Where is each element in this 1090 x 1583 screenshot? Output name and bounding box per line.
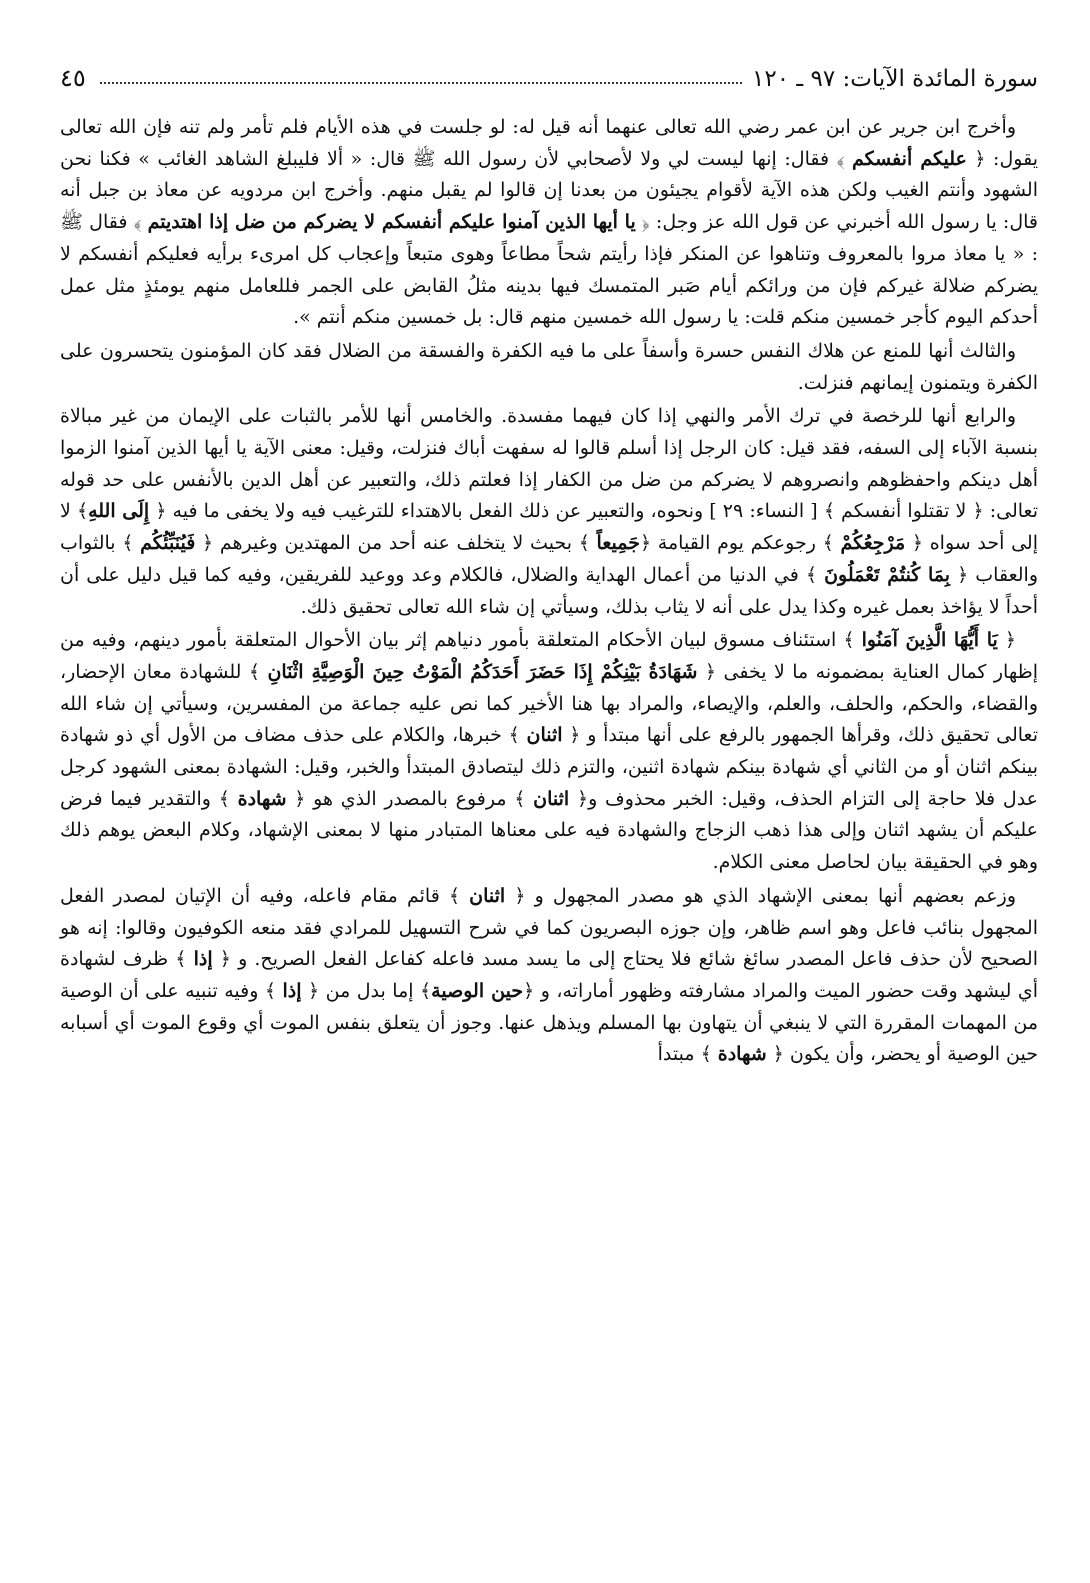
quran-quote: جَمِيعاً <box>596 532 640 555</box>
text-run: ﴾ فقال ﷺ : « يا معاذ مروا بالمعروف وتناهوا عن المنكر فإذا رأيتم شحاً مطاعاً وهوى متبعاً وإعجاب كل امرىء برأيه فعليكم أنفسكم لا يضركم ضلالة غيركم فإن من ورائكم أيام صَبر المتمسك فيها بدينه مثلُ القابض على الجمر فللعامل منهم يومئذٍ مثل عمل أحدكم اليوم كأجر خمسين منكم قلت: يا رسول الله خمسين منهم قال: بل خمسين منكم أنتم ». <box>60 211 1038 329</box>
text-run: ﴾ ظرف لشهادة أي ليشهد وقت حضور الميت والمراد مشارفته وظهور أماراته، و ﴿ <box>60 948 1039 1002</box>
text-run: ﴾ رجوعكم يوم القيامة ﴿ <box>639 532 841 555</box>
paragraph <box>60 625 1038 879</box>
quran-quote: إِلَى اللهِ <box>88 500 150 523</box>
text-run: ﴾ مبتدأ <box>657 1043 718 1066</box>
page-number: ٤٥ <box>60 64 86 92</box>
text-run: ﴾ للشهادة معان الإحضار، والقضاء، والحكم، والحلف، والعلم، والإيصاء، والمراد بها هنا الأخير كما نص عليه جماعة من المفسرين، وسيأتي إن شاء الله تعالى تحقيق ذلك، وقرأها الجمهور بالرفع على أنها مبتدأ و ﴿ <box>60 660 1038 747</box>
quran-quote: شهادة <box>717 1043 767 1066</box>
text-run: ﴾ فقال: إنها ليست لي ولا لأصحابي لأن رسول الله ﷺ قال: « ألا فليبلغ الشاهد الغائب » فكنا نحن الشهود وأنتم الغيب ولكن هذه الآية لأقوام يجيئون من بعدنا إن قالوا لم يقبل منهم. وأخرج ابن مردويه عن معاذ بن جبل أنه قال: يا رسول الله أخبرني عن قول الله عز وجل: ﴿ <box>60 147 1039 234</box>
quran-quote: يَا أَيُّهَا الَّذِينَ آمَنُوا <box>861 629 998 652</box>
text-run: ﴾ بحيث لا يتخلف عنه أحد من المهتدين وغيرهم ﴿ <box>195 532 597 555</box>
text-run: ﴾ خبرها، والكلام على حذف مضاف من الأول أي ذو شهادة بينكم اثنان أو من الثاني أي شهادة بينكم شهادة اثنين، والتزم ذلك ليتصادق المبتدأ والخبر، وقيل: الشهادة بمعنى الشهود كرجل عدل فلا حاجة إلى التزام الحذف، وقيل: الخبر محذوف و﴿ <box>60 724 1039 810</box>
quran-quote: اثنان <box>469 884 506 907</box>
text-run: وأخرج ابن جرير عن ابن عمر رضي الله تعالى عنهما أنه قيل له: لو جلست في هذه الأيام فلم تأمر ولم تنه فإن الله تعالى يقول: ﴿ <box>60 116 1038 170</box>
quran-quote: عليكم أنفسكم <box>851 147 967 170</box>
text-run: ﴾ استئناف مسوق لبيان الأحكام المتعلقة بأمور دنياهم إثر بيان الأحوال المتعلقة بأمور دينهم، وفيه من إظهار كمال العناية بمضمونه ما لا يخفى ﴿ <box>60 629 1038 683</box>
surah-title: سورة المائدة الآيات: ٩٧ ـ ١٢٠ <box>752 66 1038 92</box>
quran-quote: اثنان <box>533 787 570 810</box>
text-run: ﴾ وفيه تنبيه على أن الوصية من المهمات المقررة التي لا ينبغي أن يتهاون بها المسلم ويذهل عنها. وجوز أن يتعلق بنفس الموت أي وقوع الموت أي أسبابه حين الوصية أو يحضر، وأن يكون ﴿ <box>60 979 1038 1066</box>
quran-quote: شهادة <box>237 787 287 810</box>
header-leader-dots <box>100 82 742 84</box>
paragraph <box>60 336 1038 399</box>
text-run: وزعم بعضهم أنها بمعنى الإشهاد الذي هو مصدر المجهول و ﴿ <box>505 884 1016 907</box>
running-header <box>60 52 1038 92</box>
paragraph <box>60 881 1038 1071</box>
text-run: ﴾ في الدنيا من أعمال الهداية والضلال، فالكلام وعد ووعيد للفريقين، وفيه كما قيل دليل على أن أحداً لا يؤاخذ بعمل غيره وكذا يدل على أنه لا يثاب بذلك، وسيأتي إن شاء الله تعالى تحقيق ذلك. <box>60 563 1038 618</box>
quran-quote: فَيُنَبِّئُكُم <box>140 532 196 555</box>
quran-quote: إذا <box>193 948 213 971</box>
text-run: ﴾ بالثواب والعقاب ﴿ <box>60 532 1038 586</box>
page-body <box>60 112 1038 1071</box>
quran-quote: إذا <box>282 979 302 1002</box>
quran-quote: شَهَادَةُ بَيْنِكُمْ إِذَا حَضَرَ أَحَدَكُمُ الْمَوْتُ حِينَ الْوَصِيَّةِ اثْنَانِ <box>267 660 698 683</box>
text-run: ﴾ إما بدل من ﴿ <box>301 979 432 1002</box>
quran-quote: مَرْجِعُكُمْ <box>840 532 906 555</box>
text-run: ﴾ مرفوع بالمصدر الذي هو ﴿ <box>286 787 534 810</box>
text-run: ﴿ <box>997 629 1016 652</box>
text-run: ﴾ لا إلى أحد سواه ﴿ <box>60 500 1038 555</box>
quran-quote: حين الوصية <box>431 979 524 1002</box>
paragraph <box>60 112 1038 334</box>
quran-quote: بِمَا كُنتُمْ تَعْمَلُونَ <box>824 563 951 586</box>
text-run: ﴾ والتقدير فيما فرض عليكم أن يشهد اثنان وإلى هذا ذهب الزجاج والشهادة فيه على معناها المتبادر منها لا بمعنى الإشهاد، وكلام البعض يوهم ذلك وهو في الحقيقة بيان لحاصل معنى الكلام. <box>60 787 1038 874</box>
paragraph <box>60 401 1038 623</box>
quran-quote: اثنان <box>526 724 563 747</box>
text-run: والثالث أنها للمنع عن هلاك النفس حسرة وأسفاً على ما فيه الكفرة والفسقة من الضلال فقد كان المؤمنون يتحسرون على الكفرة ويتمنون إيمانهم فنزلت. <box>60 339 1038 394</box>
quran-quote: يا أيها الذين آمنوا عليكم أنفسكم لا يضركم من ضل إذا اهتديتم <box>147 211 636 234</box>
text-run: ﴾ قائم مقام فاعله، وفيه أن الإتيان لمصدر الفعل المجهول بنائب فاعل وهو اسم ظاهر، وإن جوزه البصريون كما في شرح التسهيل للمرادي فقد منعه الكوفيون وقالوا: إنه هو الصحيح لأن حذف فاعل المصدر سائغ شائع فلا يحتاج إلى ما يسد مسد فاعله كفاعل الفعل الصريح. و ﴿ <box>60 884 1038 971</box>
text-run: والرابع أنها للرخصة في ترك الأمر والنهي إذا كان فيهما مفسدة. والخامس أنها للأمر بالثبات على الإيمان من غير مبالاة بنسبة الآباء إلى السفه، فقد قيل: كان الرجل إذا أسلم قالوا له سفهت أباك فنزلت، وقيل: معنى الآية يا أيها الذين آمنوا الزموا أهل دينكم واحفظوهم وانصروهم لا يضركم من ضل من الكفار إذا فعلتم ذلك، والتعبير عن أهل الدين بالأنفس على حد قوله تعالى: ﴿ لا تقتلوا أنفسكم ﴾ [ النساء: ٢٩ ] ونحوه، والتعبير عن ذلك الفعل بالاهتداء للترغيب فيه ولا يخفى ما فيه ﴿ <box>60 405 1038 523</box>
